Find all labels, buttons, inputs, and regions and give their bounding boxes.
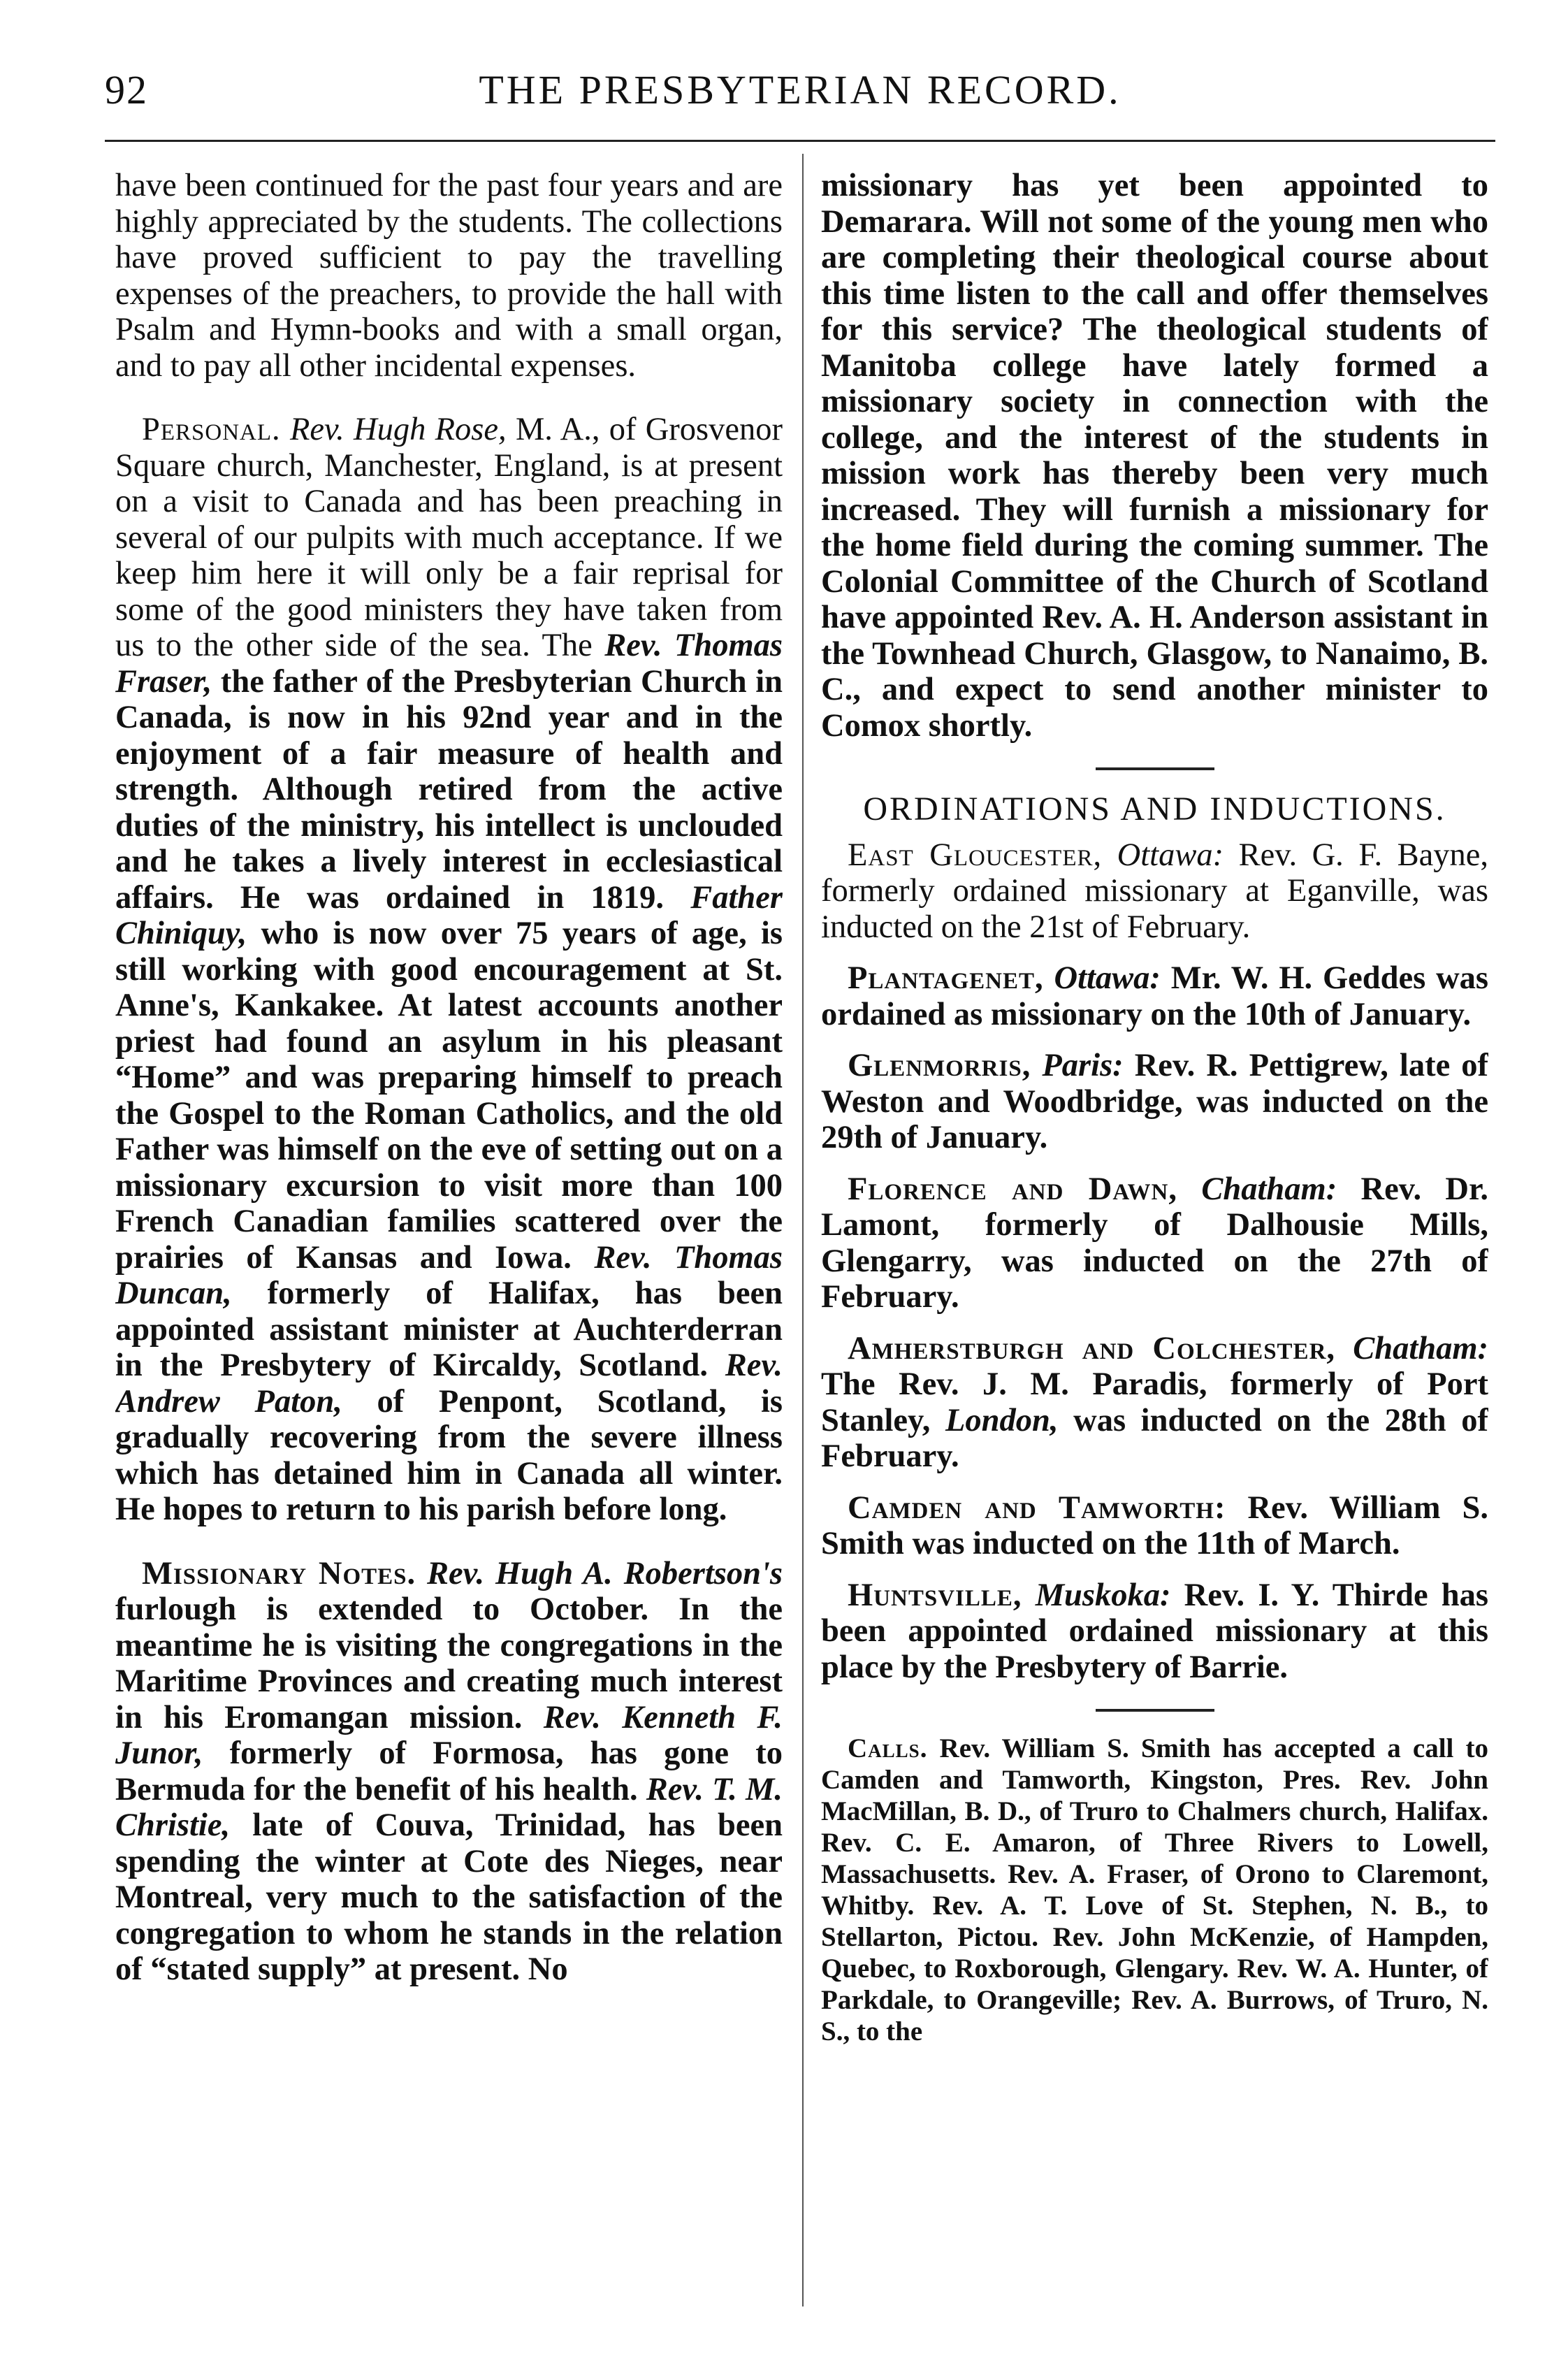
entry-text: The Rev. J. M. Paradis, formerly of Port Stanley, bbox=[821, 1366, 1488, 1438]
missionary-notes-section bbox=[115, 1556, 783, 1988]
entry-place: Florence and Dawn, bbox=[848, 1171, 1178, 1207]
name-father-chiniquy: Father Chiniquy, bbox=[115, 879, 783, 951]
entry-presbytery: Chatham: bbox=[1201, 1171, 1337, 1207]
personal-text-2: the father of the Presbyterian Church in Canada, is now in his 92nd year and in the enjoyment of a fair measure of health and strength. Although retired from the active duties of the ministry, his intellect is unclouded and he takes a lively interest in ecclesiastical affairs. He was ordained in 1819. bbox=[115, 663, 783, 916]
entry-text: Rev. I. Y. Thirde has been appointed ordained missionary at this place by the Presbytery of Barrie. bbox=[821, 1577, 1488, 1685]
calls-label: Calls. bbox=[848, 1733, 928, 1763]
running-title: THE PRESBYTERIAN RECORD. bbox=[479, 67, 1121, 113]
section-separator bbox=[1096, 767, 1214, 770]
missionary-text-1: furlough is extended to October. In the meantime he is visiting the congregations in the Maritime Provinces and creating much interest in his Eromangan mission. bbox=[115, 1591, 783, 1735]
entry-plantagenet bbox=[821, 960, 1488, 1032]
entry-presbytery: Paris: bbox=[1042, 1048, 1124, 1083]
personal-label: Personal. bbox=[142, 412, 281, 447]
entry-text: Rev. William S. Smith was inducted on the 11th of March. bbox=[821, 1489, 1488, 1561]
entry-place: Plantagenet, bbox=[848, 960, 1044, 996]
entry-huntsville bbox=[821, 1578, 1488, 1686]
left-paragraph-continued: have been continued for the past four years and are highly appreciated by the students. The collections have proved sufficient to pay the travelling expenses of the preachers, to provide the hall with Psalm and Hymn-books and with a small organ, and to pay all other incidental expenses. bbox=[115, 168, 783, 384]
personal-text-5: of Penpont, Scotland, is gradually recovering from the severe illness which has detained him in Canada all winter. He hopes to return to his parish before long. bbox=[115, 1383, 783, 1527]
entry-amherstburgh bbox=[821, 1331, 1488, 1475]
right-column bbox=[821, 168, 1488, 2320]
personal-text-4: formerly of Halifax, has been appointed assistant minister at Auchterderran in the Presbytery of Kircaldy, Scotland. bbox=[115, 1276, 783, 1383]
entry-place: East Gloucester, bbox=[848, 837, 1103, 873]
missionary-text-3: late of Couva, Trinidad, has been spending the winter at Cote des Nieges, near Montreal, very much to the satisfaction of the congregation to whom he stands in the relation of “stated supply” at present. No bbox=[115, 1807, 783, 1987]
entry-presbytery: Muskoka: bbox=[1035, 1577, 1171, 1613]
entry-glenmorris bbox=[821, 1048, 1488, 1156]
entry-camden-tamworth bbox=[821, 1490, 1488, 1562]
calls-text: Rev. William S. Smith has accepted a call to Camden and Tamworth, Kingston, Pres. Rev. John MacMillan, B. D., of Truro to Chalmers church, Halifax. Rev. C. E. Amaron, of Three Rivers to Lowell, Massachusetts. Rev. A. Fraser, of Orono to Claremont, Whitby. Rev. A. T. Love of St. Stephen, N. B., to Stellarton, Pictou. Rev. John McKenzie, of Hampden, Quebec, to Roxborough, Glengary. Rev. W. A. Hunter, of Parkdale, to Orangeville; Rev. A. Burrows, of Truro, N. S., to the bbox=[821, 1733, 1488, 2046]
page-header bbox=[105, 66, 1495, 129]
personal-text-1: M. A., of Grosvenor Square church, Manchester, England, is at present on a visit to Canada and has been preaching in several of our pulpits with much acceptance. If we keep him here it will only be a fair reprisal for some of the good ministers they have taken from us to the other side of the sea. The bbox=[115, 412, 783, 663]
entry-florence-dawn bbox=[821, 1171, 1488, 1315]
name-thomas-fraser: Rev. Thomas Fraser, bbox=[115, 628, 783, 700]
left-column bbox=[115, 168, 783, 2320]
calls-section bbox=[821, 1733, 1488, 2047]
entry-text: Rev. Dr. Lamont, formerly of Dalhousie Mills, Glengarry, was inducted on the 27th of February. bbox=[821, 1171, 1488, 1315]
section-title-ordinations: ORDINATIONS AND INDUCTIONS. bbox=[863, 790, 1446, 828]
missionary-text-2: formerly of Formosa, has gone to Bermuda for the benefit of his health. bbox=[115, 1735, 783, 1807]
entry-presbytery: Ottawa: bbox=[1117, 837, 1224, 873]
entry-place: Camden and Tamworth: bbox=[848, 1489, 1226, 1526]
section-separator-2 bbox=[1096, 1709, 1214, 1712]
personal-text-3: who is now over 75 years of age, is still working with good encouragement at St. Anne's, Kankakee. At latest accounts another priest had found an asylum in his pleasant “Home” and was preparing himself to preach the Gospel to the Roman Catholics, and the old Father was himself on the eve of setting out on a missionary excursion to visit more than 100 French Canadian families scattered over the prairies of Kansas and Iowa. bbox=[115, 916, 783, 1276]
entry-text: Rev. R. Pettigrew, late of Weston and Woodbridge, was inducted on the 29th of January. bbox=[821, 1048, 1488, 1155]
entry-text: Rev. G. F. Bayne, formerly ordained missionary at Eganville, was inducted on the 21st of February. bbox=[821, 837, 1488, 945]
entry-place: Glenmorris, bbox=[848, 1048, 1031, 1083]
entry-east-gloucester bbox=[821, 837, 1488, 946]
entry-presbytery: Ottawa: bbox=[1054, 960, 1161, 996]
header-rule bbox=[105, 140, 1495, 142]
entry-place: Huntsville, bbox=[848, 1577, 1022, 1613]
page-number: 92 bbox=[105, 67, 148, 113]
entry-presbytery: Chatham: bbox=[1353, 1330, 1488, 1366]
right-paragraph-continued: missionary has yet been appointed to Demarara. Will not some of the young men who are completing their theological course about this time listen to the call and offer themselves for this service? The theological students of Manitoba college have lately formed a missionary society in connection with the college, and the interest of the students in mission work has thereby been very much increased. They will furnish a missionary for the home field during the coming summer. The Colonial Committee of the Church of Scotland have appointed Rev. A. H. Anderson assistant in the Townhead Church, Glasgow, to Nanaimo, B. C., and expect to send another minister to Comox shortly. bbox=[821, 168, 1488, 744]
entry-place: Amherstburgh and Colchester, bbox=[848, 1330, 1336, 1366]
entry-presbytery-london: London, bbox=[945, 1402, 1059, 1438]
name-kenneth-junor: Rev. Kenneth F. Junor, bbox=[115, 1699, 783, 1771]
entry-text: Mr. W. H. Geddes was ordained as missionary on the 10th of January. bbox=[821, 960, 1488, 1032]
name-hugh-robertson: Rev. Hugh A. Robertson's bbox=[426, 1555, 783, 1591]
missionary-notes-label: Missionary Notes. bbox=[142, 1555, 416, 1591]
name-hugh-rose: Rev. Hugh Rose, bbox=[289, 412, 507, 447]
personal-section bbox=[115, 412, 783, 1528]
column-divider bbox=[802, 154, 804, 2306]
name-tm-christie: Rev. T. M. Christie, bbox=[115, 1771, 783, 1843]
name-andrew-paton: Rev. Andrew Paton, bbox=[115, 1348, 783, 1420]
name-thomas-duncan: Rev. Thomas Duncan, bbox=[115, 1239, 783, 1311]
entry-text: was inducted on the 28th of February. bbox=[821, 1402, 1488, 1474]
